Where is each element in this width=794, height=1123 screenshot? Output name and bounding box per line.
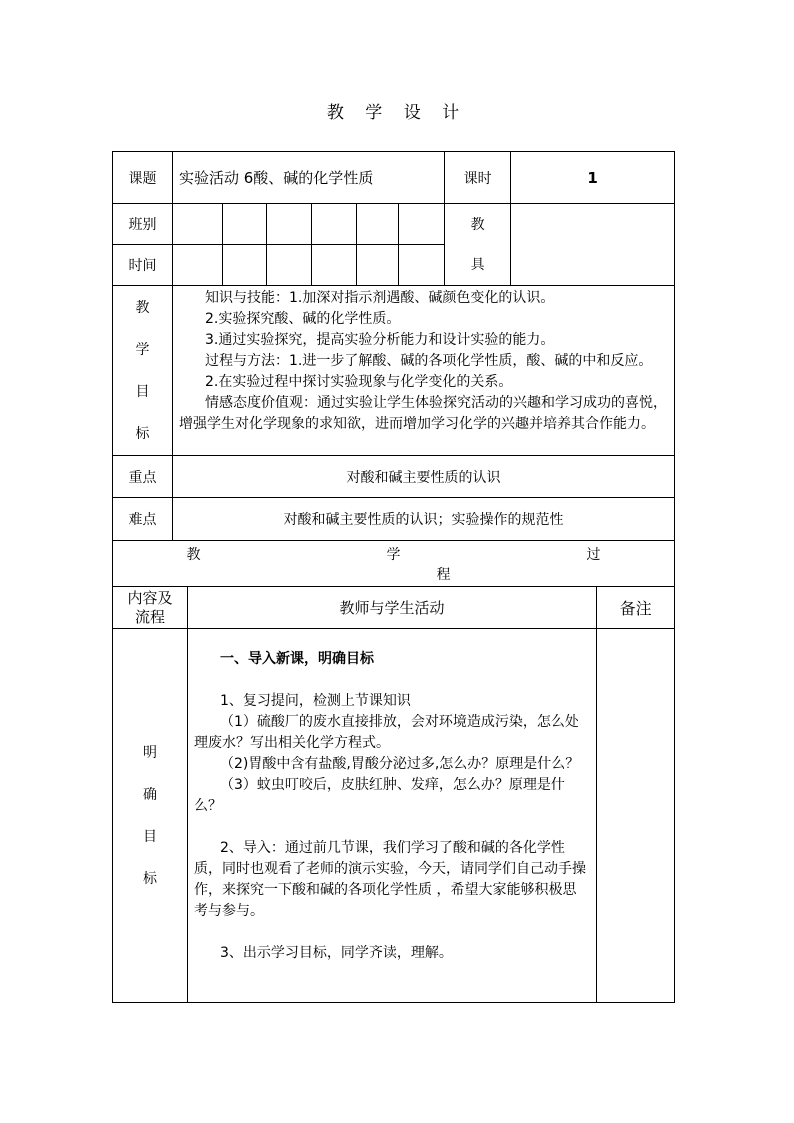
- process-title-char: 教: [186, 546, 201, 563]
- key-point-label: 重点: [113, 456, 173, 498]
- time-cell-4: [312, 245, 357, 286]
- lesson-plan-table: [112, 151, 675, 1003]
- time-cell-3: [267, 245, 312, 286]
- tool-value: [511, 204, 675, 286]
- class-cell-5: [357, 204, 399, 245]
- section-label: [113, 629, 188, 1003]
- tool-label-1: 教: [470, 216, 485, 233]
- class-cell-1: [173, 204, 223, 245]
- review-title: 1、复习提问，检测上节课知识: [220, 693, 411, 709]
- goals-content: [173, 286, 675, 456]
- intro-paragraph: 2、导入：通过前几节课，我们学习了酸和碱的各化学性质，同时也观看了老师的演示实验，今天，请同学们自己动手操作，来探究一下酸和碱的各项化学性质 ，希望大家能够积极思考与参与。: [194, 840, 586, 919]
- time-cell-6: [399, 245, 445, 286]
- section-label-char: 确: [143, 786, 157, 803]
- section-heading: 一、导入新课，明确目标: [220, 651, 374, 667]
- column-activity: 教师与学生活动: [188, 587, 597, 629]
- section-label-char: 明: [143, 744, 157, 761]
- goals-label-char: 标: [135, 425, 150, 442]
- difficulty-value: 对酸和碱主要性质的认识；实验操作的规范性: [173, 498, 675, 541]
- key-point-value: 对酸和碱主要性质的认识: [173, 456, 675, 498]
- class-cell-3: [267, 204, 312, 245]
- period-label: 课时: [445, 152, 511, 204]
- process-title-char: 程: [436, 566, 451, 583]
- process-title-char: 过: [586, 546, 601, 563]
- section-label-char: 标: [143, 870, 157, 887]
- goal-line: 2.实验探究酸、碱的化学性质。: [205, 311, 401, 327]
- class-cell-4: [312, 204, 357, 245]
- objective-line: 3、出示学习目标，同学齐读，理解。: [220, 945, 453, 961]
- goals-label-char: 目: [135, 383, 150, 400]
- column-remark: 备注: [597, 587, 675, 629]
- process-title-char: 学: [386, 546, 401, 563]
- question-2: （2)胃酸中含有盐酸,胃酸分泌过多,怎么办？原理是什么？: [220, 756, 580, 772]
- topic-label: 课题: [113, 152, 173, 204]
- time-cell-1: [173, 245, 223, 286]
- difficulty-label: 难点: [113, 498, 173, 541]
- goal-line: 2.在实验过程中探讨实验现象与化学变化的关系。: [205, 374, 513, 390]
- goal-line: 情感态度价值观：通过实验让学生体验探究活动的兴趣和学习成功的喜悦，增强学生对化学现象的求知欲，进而增加学习化学的兴趣并培养其合作能力。: [179, 395, 667, 432]
- class-label: 班别: [113, 204, 173, 245]
- question-1: （1）硫酸厂的废水直接排放，会对环境造成污染，怎么处理废水？写出相关化学方程式。: [194, 714, 579, 751]
- time-cell-5: [357, 245, 399, 286]
- goal-line: 3.通过实验探究，提高实验分析能力和设计实验的能力。: [205, 332, 555, 348]
- page-title: 教 学 设 计: [326, 103, 468, 123]
- column-content-flow: 内容及流程: [113, 587, 188, 629]
- section-remark: [597, 629, 675, 1003]
- period-value: 1: [511, 152, 675, 204]
- time-cell-2: [223, 245, 267, 286]
- section-label-char: 目: [143, 828, 157, 845]
- section-content: [188, 629, 597, 1003]
- goals-label: [113, 286, 173, 456]
- class-cell-2: [223, 204, 267, 245]
- time-label: 时间: [113, 245, 173, 286]
- goal-line: 过程与方法：1.进一步了解酸、碱的各项化学性质，酸、碱的中和反应。: [205, 353, 653, 369]
- question-3: （3）蚊虫叮咬后，皮肤红肿、发痒，怎么办？原理是什么？: [194, 777, 565, 814]
- tool-label: [445, 204, 511, 286]
- goals-label-char: 教: [135, 299, 150, 316]
- class-cell-6: [399, 204, 445, 245]
- tool-label-2: 具: [470, 256, 485, 273]
- goal-line: 知识与技能：1.加深对指示剂遇酸、碱颜色变化的认识。: [205, 290, 555, 306]
- process-title: [113, 541, 675, 587]
- goals-label-char: 学: [135, 341, 150, 358]
- topic-value: 实验活动 6酸、碱的化学性质: [173, 152, 445, 204]
